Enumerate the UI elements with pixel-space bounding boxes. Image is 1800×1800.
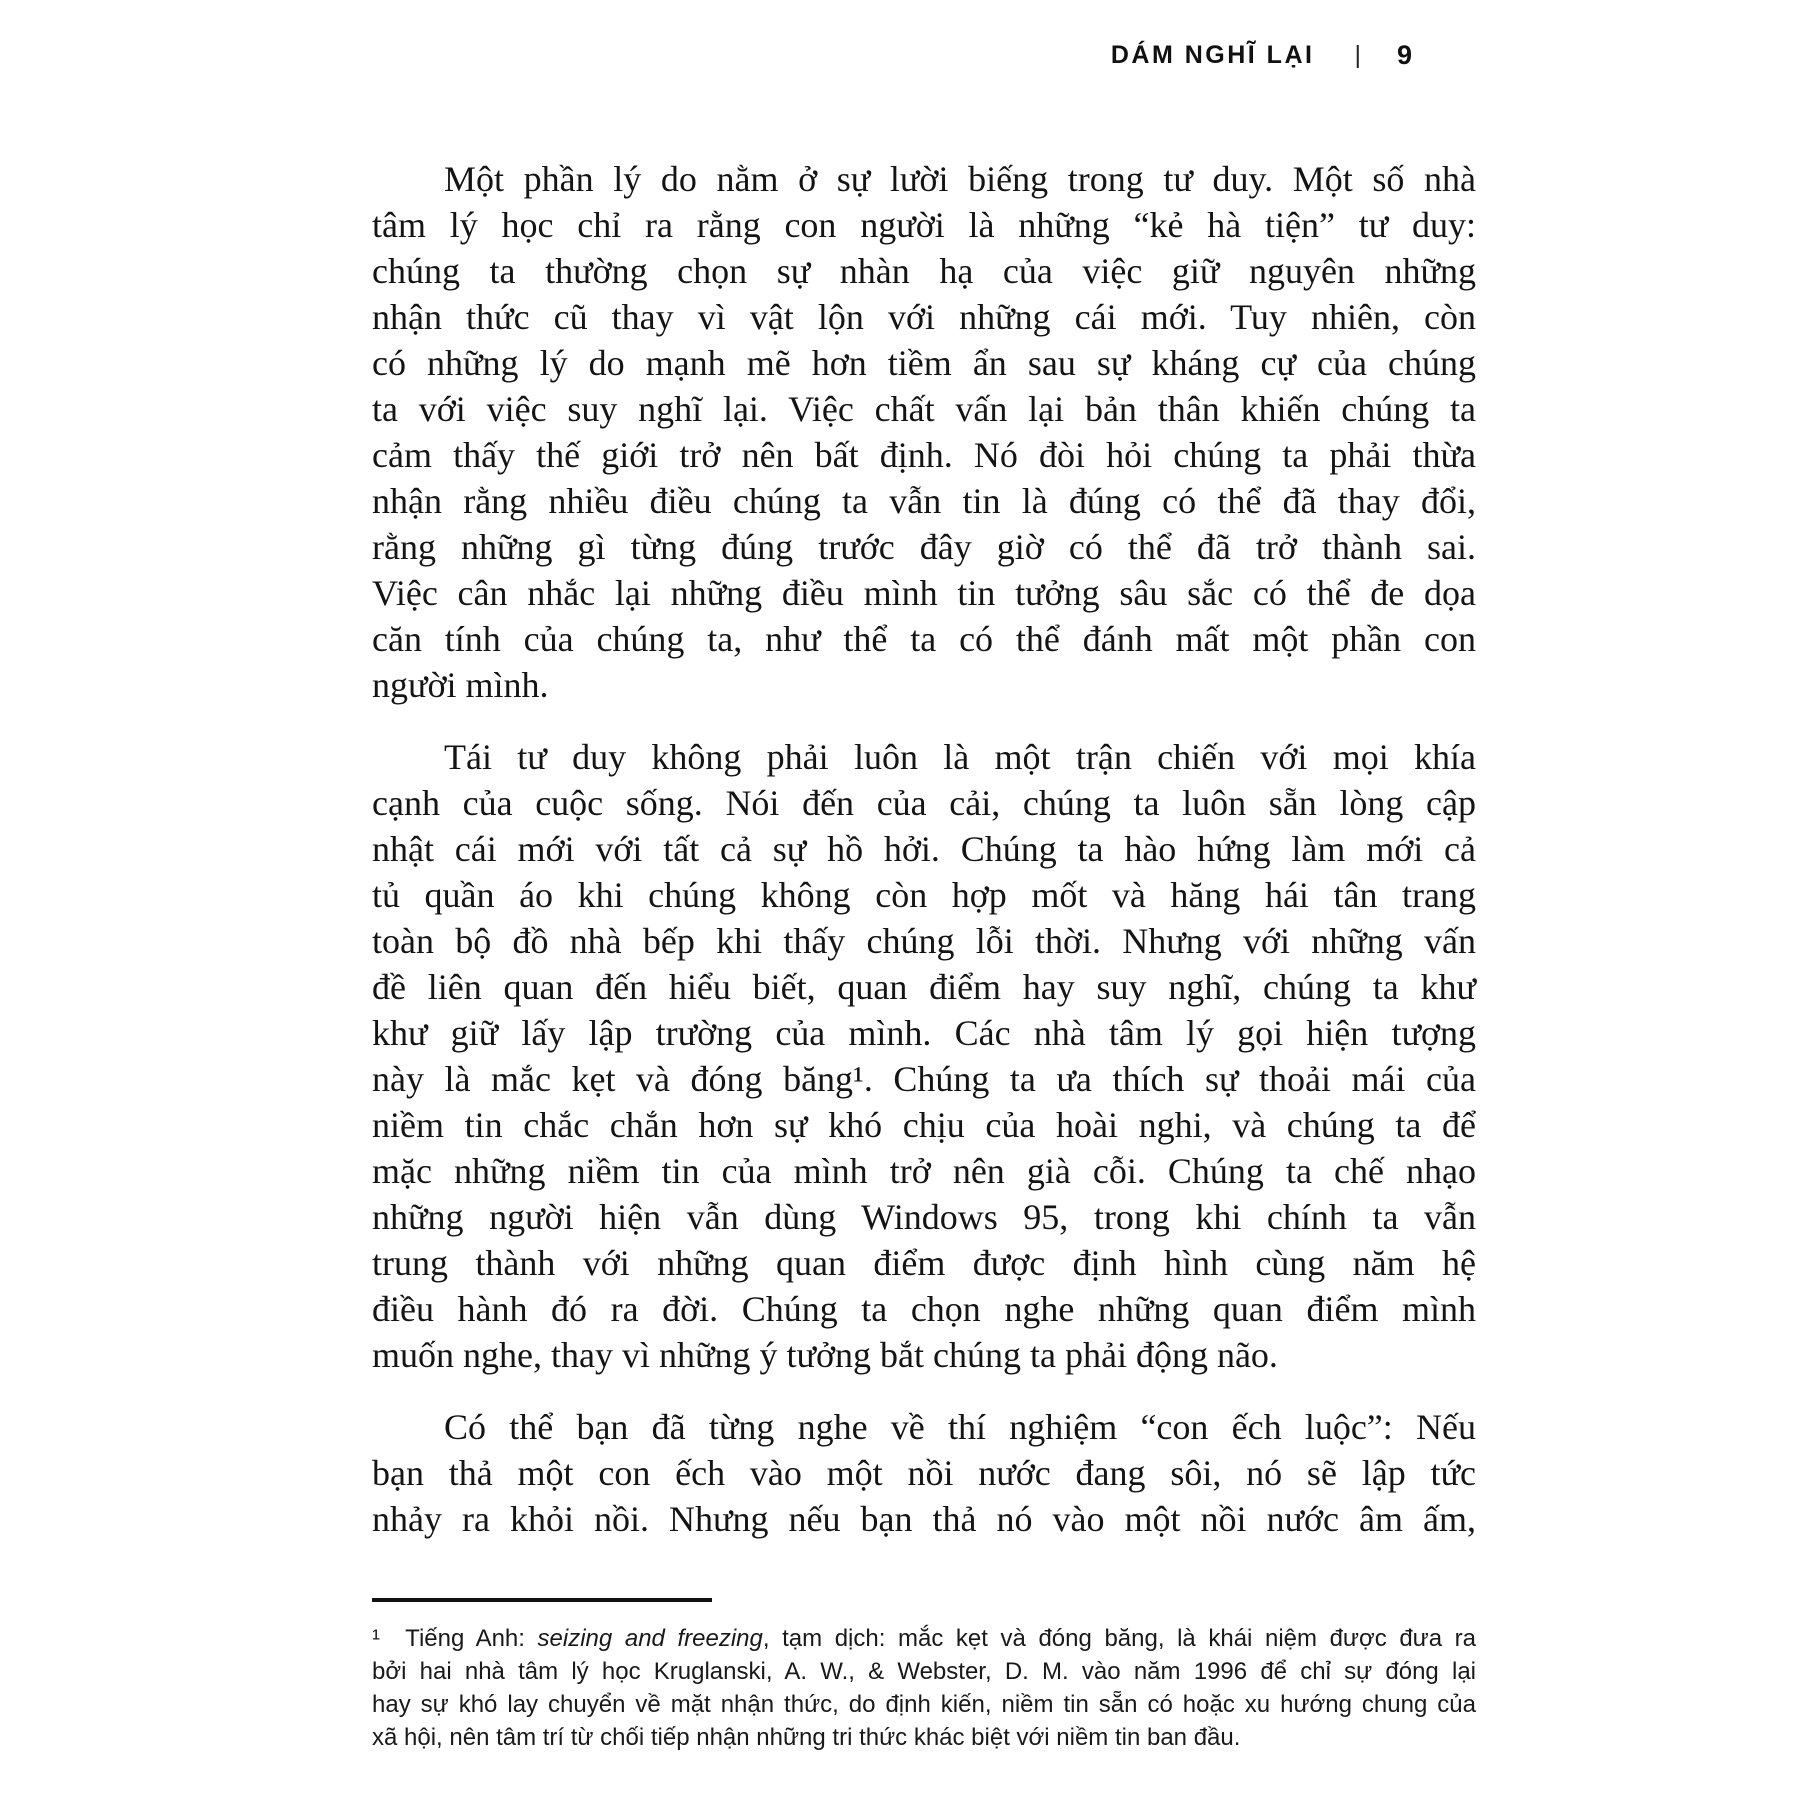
text-line: cạnh của cuộc sống. Nói đến của cải, chúng ta luôn sẵn lòng cập [372,783,1476,823]
text-line: căn tính của chúng ta, như thể ta có thể đánh mất một phần con [372,619,1476,659]
text-line: nhảy ra khỏi nồi. Nhưng nếu bạn thả nó vào một nồi nước âm ấm, [372,1499,1476,1539]
text-line: rằng những gì từng đúng trước đây giờ có thể đã trở thành sai. [372,527,1476,567]
text-line: bạn thả một con ếch vào một nồi nước đang sôi, nó sẽ lập tức [372,1453,1476,1493]
text-line: nhận rằng nhiều điều chúng ta vẫn tin là đúng có thể đã thay đổi, [372,481,1476,521]
paragraph [372,156,1476,708]
text-line: Tái tư duy không phải luôn là một trận chiến với mọi khía [444,737,1476,777]
footnote-line [372,1622,1476,1655]
text-line: Việc cân nhắc lại những điều mình tin tưởng sâu sắc có thể đe dọa [372,573,1476,613]
text-line: người mình. [372,665,549,705]
text-line: Một phần lý do nằm ở sự lười biếng trong tư duy. Một số nhà [444,159,1476,199]
text-line: này là mắc kẹt và đóng băng¹. Chúng ta ưa thích sự thoải mái của [372,1059,1476,1099]
text-line: nhận thức cũ thay vì vật lộn với những cái mới. Tuy nhiên, còn [372,297,1476,337]
text-segment: ¹ Tiếng Anh: [372,1625,538,1652]
text-line: Có thể bạn đã từng nghe về thí nghiệm “con ếch luộc”: Nếu [444,1407,1476,1447]
page-number: 9 [1396,40,1412,70]
text-line: tâm lý học chỉ ra rằng con người là những “kẻ hà tiện” tư duy: [372,205,1476,245]
running-header [0,40,1412,71]
header-separator: | [1354,41,1361,69]
italic-text: seizing and freezing [537,1625,763,1652]
text-line: chúng ta thường chọn sự nhàn hạ của việc giữ nguyên những [372,251,1476,291]
footnote-line: bởi hai nhà tâm lý học Kruglanski, A. W., & Webster, D. M. vào năm 1996 để chỉ sự đóng lại [372,1658,1476,1685]
text-line: nhật cái mới với tất cả sự hồ hởi. Chúng ta hào hứng làm mới cả [372,829,1476,869]
text-line: ta với việc suy nghĩ lại. Việc chất vấn lại bản thân khiến chúng ta [372,389,1476,429]
text-line: những người hiện vẫn dùng Windows 95, trong khi chính ta vẫn [372,1197,1476,1237]
text-line: điều hành đó ra đời. Chúng ta chọn nghe những quan điểm mình [372,1289,1476,1329]
footnote-line: xã hội, nên tâm trí từ chối tiếp nhận những tri thức khác biệt với niềm tin ban đầu. [372,1724,1241,1751]
text-line: niềm tin chắc chắn hơn sự khó chịu của hoài nghi, và chúng ta để [372,1105,1476,1145]
text-line: toàn bộ đồ nhà bếp khi thấy chúng lỗi thời. Nhưng với những vấn [372,921,1476,961]
text-segment: , tạm dịch: mắc kẹt và đóng băng, là khái niệm được đưa ra [762,1625,1477,1652]
body-text [372,156,1476,1568]
text-line: đề liên quan đến hiểu biết, quan điểm hay suy nghĩ, chúng ta khư [372,967,1476,1007]
text-line: mặc những niềm tin của mình trở nên già cỗi. Chúng ta chế nhạo [372,1151,1476,1191]
text-line: khư giữ lấy lập trường của mình. Các nhà tâm lý gọi hiện tượng [372,1013,1476,1053]
footnote-rule [372,1598,712,1602]
text-line: muốn nghe, thay vì những ý tưởng bắt chúng ta phải động não. [372,1335,1278,1375]
text-line: có những lý do mạnh mẽ hơn tiềm ẩn sau sự kháng cự của chúng [372,343,1476,383]
text-line: tủ quần áo khi chúng không còn hợp mốt và hăng hái tân trang [372,875,1476,915]
footnote-line: hay sự khó lay chuyển về mặt nhận thức, do định kiến, niềm tin sẵn có hoặc xu hướng chung của [372,1691,1476,1718]
paragraph [372,1404,1476,1542]
text-line: trung thành với những quan điểm được định hình cùng năm hệ [372,1243,1476,1283]
paragraph [372,734,1476,1378]
text-line: cảm thấy thế giới trở nên bất định. Nó đòi hỏi chúng ta phải thừa [372,435,1476,475]
footnote [372,1622,1476,1754]
book-title: DÁM NGHĨ LẠI [1110,41,1315,69]
